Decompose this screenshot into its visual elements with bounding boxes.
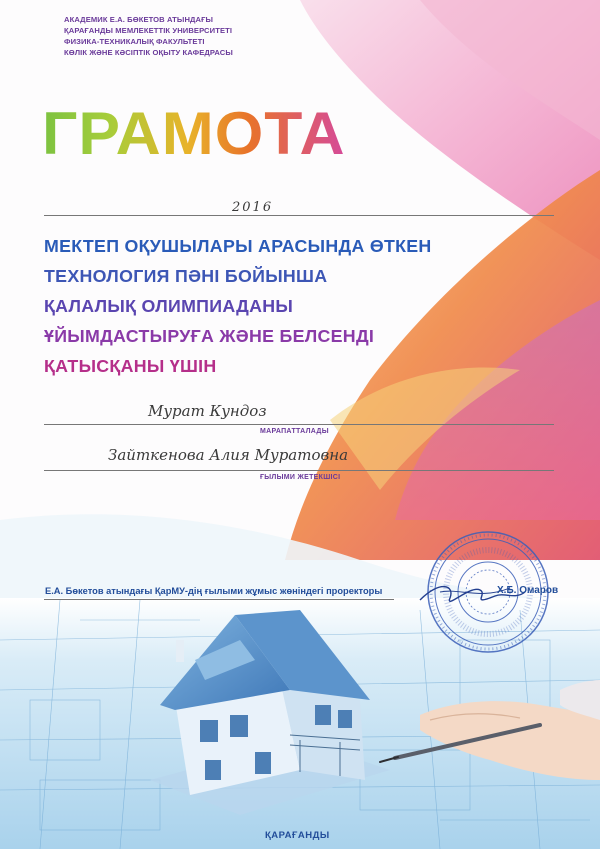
recipient-caption: МАРАПАТТАЛАДЫ [260,428,329,435]
signatory-position: Е.А. Бөкетов атындағы ҚарМУ-дің ғылыми жұмыс жөніндегі проректоры [45,586,383,596]
supervisor-name: Зайткенова Алия Муратовна [108,446,349,464]
statement-line-1: МЕКТЕП ОҚУШЫЛАРЫ АРАСЫНДА ӨТКЕН [44,236,432,256]
award-statement [44,231,484,381]
institution-header [64,14,304,58]
header-line-4: КӨЛІК ЖӘНЕ КӘСІПТІК ОҚЫТУ КАФЕДРАСЫ [64,48,233,57]
statement-line-3: ҚАЛАЛЫҚ ОЛИМПИАДАНЫ [44,296,294,316]
supervisor-caption: ҒЫЛЫМИ ЖЕТЕКШІСІ [260,474,341,481]
handwritten-year: 2016 [232,200,274,215]
recipient-underline [44,424,554,425]
certificate-title: ГРАМОТА [42,100,346,167]
recipient-name: Мурат Кундоз [148,402,267,420]
signatory-name: Х.Б. Омаров [497,585,559,596]
statement-line-2: ТЕХНОЛОГИЯ ПӘНІ БОЙЫНША [44,266,328,286]
city-label: ҚАРАҒАНДЫ [265,830,330,841]
header-line-1: АКАДЕМИК Е.А. БӨКЕТОВ АТЫНДАҒЫ [64,15,214,24]
statement-line-5: ҚАТЫСҚАНЫ ҮШІН [44,356,217,376]
supervisor-underline [44,470,554,471]
header-line-3: ФИЗИКА-ТЕХНИКАЛЫҚ ФАКУЛЬТЕТІ [64,37,205,46]
statement-line-4: ҰЙЫМДАСТЫРУҒА ЖӘНЕ БЕЛСЕНДІ [44,326,375,346]
header-line-2: ҚАРАҒАНДЫ МЕМЛЕКЕТТІК УНИВЕРСИТЕТІ [64,26,233,35]
year-underline [44,215,554,216]
signatory-underline [44,599,394,600]
